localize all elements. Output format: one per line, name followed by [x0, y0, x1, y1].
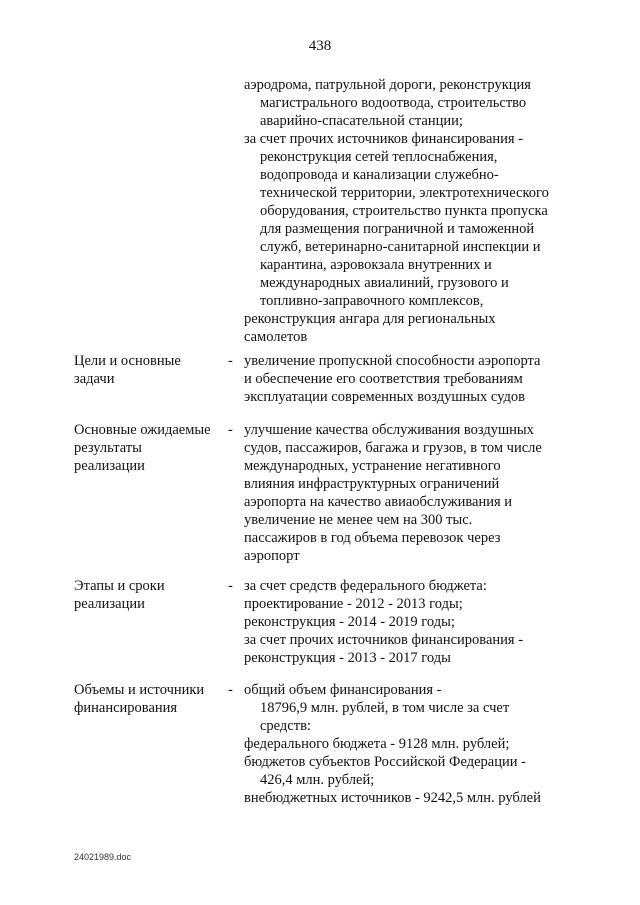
continuation-line: реконструкция ангара для региональных [244, 311, 496, 327]
row-text-line: реконструкция - 2013 - 2017 годы [244, 650, 451, 666]
continuation-line: аварийно-спасательной станции; [260, 113, 463, 129]
row-label-line: задачи [74, 371, 115, 387]
row-dash: - [228, 682, 233, 698]
continuation-line: магистрального водоотвода, строительство [260, 95, 527, 111]
continuation-line: реконструкция сетей теплоснабжения, [260, 149, 498, 165]
row-text-line: аэропорта на качество авиаобслуживания и [244, 494, 513, 510]
continuation-line: карантина, аэровокзала внутренних и [260, 257, 492, 273]
row-dash: - [228, 353, 233, 369]
row-label-line: Объемы и источники [74, 682, 205, 698]
page-number: 438 [308, 38, 332, 54]
row-text-line: увеличение пропускной способности аэропорта [244, 353, 541, 369]
row-text-line: судов, пассажиров, багажа и грузов, в том числе [244, 440, 542, 456]
row-text-line: за счет прочих источников финансирования - [244, 632, 524, 648]
row-text-line: внебюджетных источников - 9242,5 млн. рублей [244, 790, 541, 806]
row-text-line: 18796,9 млн. рублей, в том числе за счет [260, 700, 510, 716]
row-label-line: Основные ожидаемые [74, 422, 211, 438]
row-text-line: проектирование - 2012 - 2013 годы; [244, 596, 463, 612]
row-text-line: аэропорт [244, 548, 300, 564]
row-text-line: увеличение не менее чем на 300 тыс. [244, 512, 473, 528]
row-text-line: за счет средств федерального бюджета: [244, 578, 487, 594]
continuation-line: самолетов [244, 329, 308, 345]
row-text-line: 426,4 млн. рублей; [260, 772, 375, 788]
continuation-line: топливно-заправочного комплексов, [260, 293, 484, 309]
row-text-line: реконструкция - 2014 - 2019 годы; [244, 614, 455, 630]
continuation-line: водопровода и канализации служебно- [260, 167, 499, 183]
row-label-line: реализации [74, 596, 145, 612]
row-label-line: результаты [74, 440, 142, 456]
continuation-line: аэродрома, патрульной дороги, реконструкция [244, 77, 531, 93]
continuation-line: за счет прочих источников финансирования - [244, 131, 524, 147]
continuation-line: технической территории, электротехнического [260, 185, 549, 201]
row-text-line: общий объем финансирования - [244, 682, 442, 698]
row-text-line: и обеспечение его соответствия требованиям [244, 371, 523, 387]
row-dash: - [228, 422, 233, 438]
continuation-line: служб, ветеринарно-санитарной инспекции и [260, 239, 541, 255]
continuation-line: международных авиалиний, грузового и [260, 275, 509, 291]
row-label-line: Цели и основные [74, 353, 181, 369]
row-label-line: реализации [74, 458, 145, 474]
document-filename: 24021989.doc [74, 852, 132, 862]
row-text-line: федерального бюджета - 9128 млн. рублей; [244, 736, 510, 752]
row-label-line: финансирования [74, 700, 178, 716]
row-text-line: улучшение качества обслуживания воздушных [244, 422, 534, 438]
continuation-line: оборудования, строительство пункта пропуска [260, 203, 548, 219]
row-text-line: пассажиров в год объема перевозок через [244, 530, 501, 546]
row-dash: - [228, 578, 233, 594]
row-text-line: международных, устранение негативного [244, 458, 501, 474]
row-text-line: эксплуатации современных воздушных судов [244, 389, 525, 405]
row-label-line: Этапы и сроки [74, 578, 165, 594]
continuation-line: для размещения пограничной и таможенной [260, 221, 535, 237]
row-text-line: бюджетов субъектов Российской Федерации - [244, 754, 526, 770]
row-text-line: средств: [260, 718, 311, 734]
row-text-line: влияния инфраструктурных ограничений [244, 476, 500, 492]
